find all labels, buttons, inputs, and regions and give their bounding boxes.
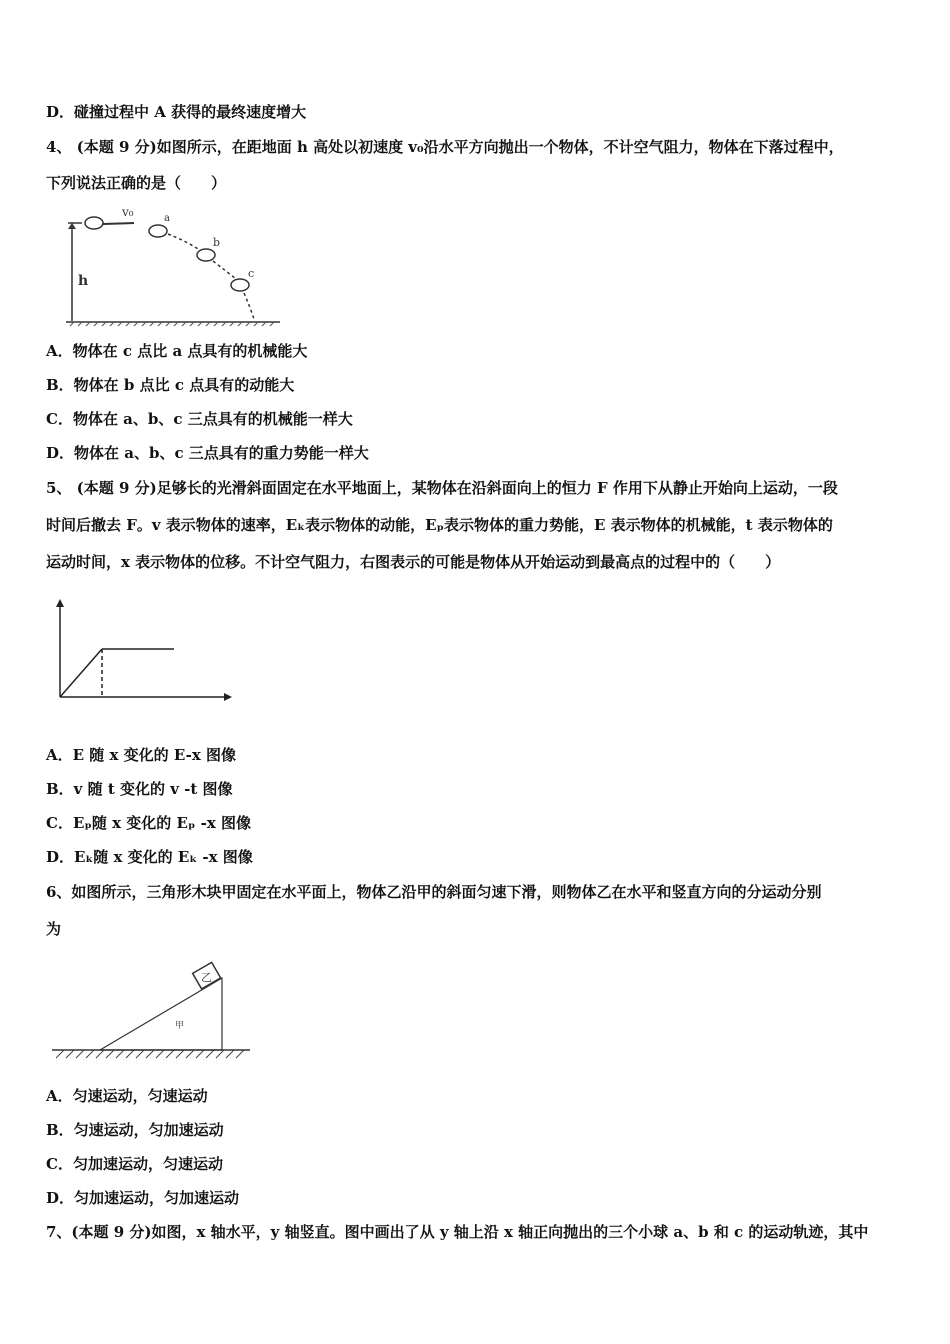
q4-label-a: a [164,213,170,224]
q6-option-b: B．匀速运动，匀加速运动 [46,1121,224,1139]
q4-option-d: D．物体在 a、b、c 三点具有的重力势能一样大 [46,444,369,462]
q3-option-d: D．碰撞过程中 A 获得的最终速度增大 [46,103,307,121]
q4-stem-line2: 下列说法正确的是（ ） [46,174,227,192]
q4-projectile-figure [58,203,283,328]
q4-stem-line1: 4、 (本题 9 分)如图所示，在距地面 h 高处以初速度 v₀沿水平方向抛出一个物体，不计空气阻力，物体在下落过程中， [46,138,844,156]
q5-option-b: B．v 随 t 变化的 v -t 图像 [46,780,233,798]
q6-stem-line1: 6、如图所示，三角形木块甲固定在水平面上，物体乙沿甲的斜面匀速下滑，则物体乙在水平和竖直方向的分运动分别 [46,883,822,901]
q5-option-c: C．Eₚ随 x 变化的 Eₚ -x 图像 [46,814,251,832]
q6-option-d: D．匀加速运动，匀加速运动 [46,1189,240,1207]
q6-option-c: C．匀加速运动，匀速运动 [46,1155,223,1173]
q4-option-c: C．物体在 a、b、c 三点具有的机械能一样大 [46,410,353,428]
q6-option-a: A．匀速运动，匀速运动 [46,1087,208,1105]
q6-stem-line2: 为 [46,920,62,938]
q6-incline-figure [50,958,255,1063]
q7-stem-line1: 7、(本题 9 分)如图，x 轴水平，y 轴竖直。图中画出了从 y 轴上沿 x 轴正向抛出的三个小球 a、b 和 c 的运动轨迹，其中 [46,1223,869,1241]
q6-label-yi: 乙 [201,971,212,984]
q4-label-v0: v₀ [122,205,134,219]
q5-graph-figure [50,595,240,705]
q5-option-d: D．Eₖ随 x 变化的 Eₖ -x 图像 [46,848,253,866]
q4-label-c: c [248,267,255,280]
q4-label-b: b [213,236,221,249]
q4-label-h: h [78,273,89,289]
q4-option-b: B．物体在 b 点比 c 点具有的动能大 [46,376,295,394]
q4-option-a: A．物体在 c 点比 a 点具有的机械能大 [46,342,308,360]
q5-option-a: A．E 随 x 变化的 E-x 图像 [46,746,237,764]
q5-stem-line3: 运动时间，x 表示物体的位移。不计空气阻力，右图表示的可能是物体从开始运动到最高点的过程中的（ ） [46,553,781,571]
q5-stem-line2: 时间后撤去 F。v 表示物体的速率，Eₖ表示物体的动能，Eₚ表示物体的重力势能，E 表示物体的机械能，t 表示物体的 [46,516,833,534]
q5-stem-line1: 5、 (本题 9 分)足够长的光滑斜面固定在水平地面上，某物体在沿斜面向上的恒力 F 作用下从静止开始向上运动，一段 [46,479,838,497]
q6-label-jia: 甲 [175,1021,185,1031]
